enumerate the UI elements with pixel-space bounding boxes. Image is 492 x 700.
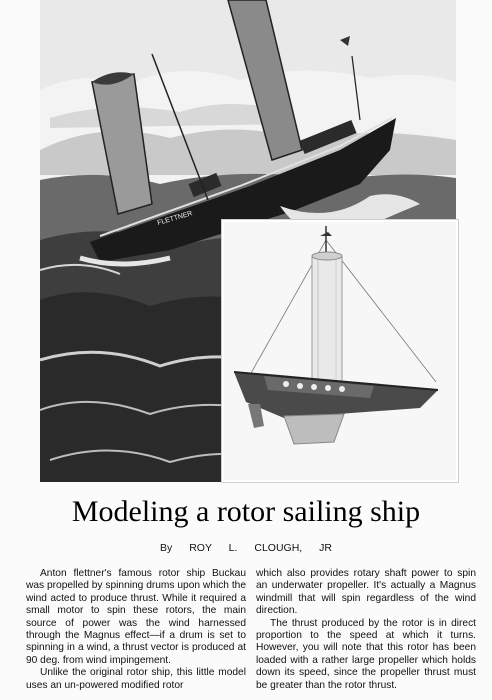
article-byline: By ROY L. CLOUGH, JR — [160, 542, 332, 554]
article-title: Modeling a rotor sailing ship — [71, 495, 421, 528]
body-column-right — [256, 568, 476, 692]
model-photo-inset — [222, 220, 458, 482]
body-paragraph: Unlike the original rotor ship, this little model uses an un-powered modified rotor — [26, 667, 246, 691]
body-paragraph: The thrust produced by the rotor is in direct proportion to the speed at which it turns. However, you will note that this rotor has been loaded with a rather large propeller which holds down its speed, since the propeller thrust must be greater than the rotor thrust. — [256, 617, 476, 691]
body-paragraph: which also provides rotary shaft power to spin an underwater propeller. It's actually a Magnus windmill that will spin regardless of the wind direction. — [256, 568, 476, 617]
body-column-left — [26, 568, 246, 692]
hull-name-label: FLETTNER — [156, 210, 194, 227]
body-paragraph: Anton flettner's famous rotor ship Buckau was propelled by spinning drums upon which the wind acted to produce thrust. While it required a small motor to spin these rotors, the main source of power was the wind harnessed through the Magnus effect—if a drum is set to spinning in a wind, a thrust vector is produced at 90 deg. from wind impingement. — [26, 568, 246, 666]
